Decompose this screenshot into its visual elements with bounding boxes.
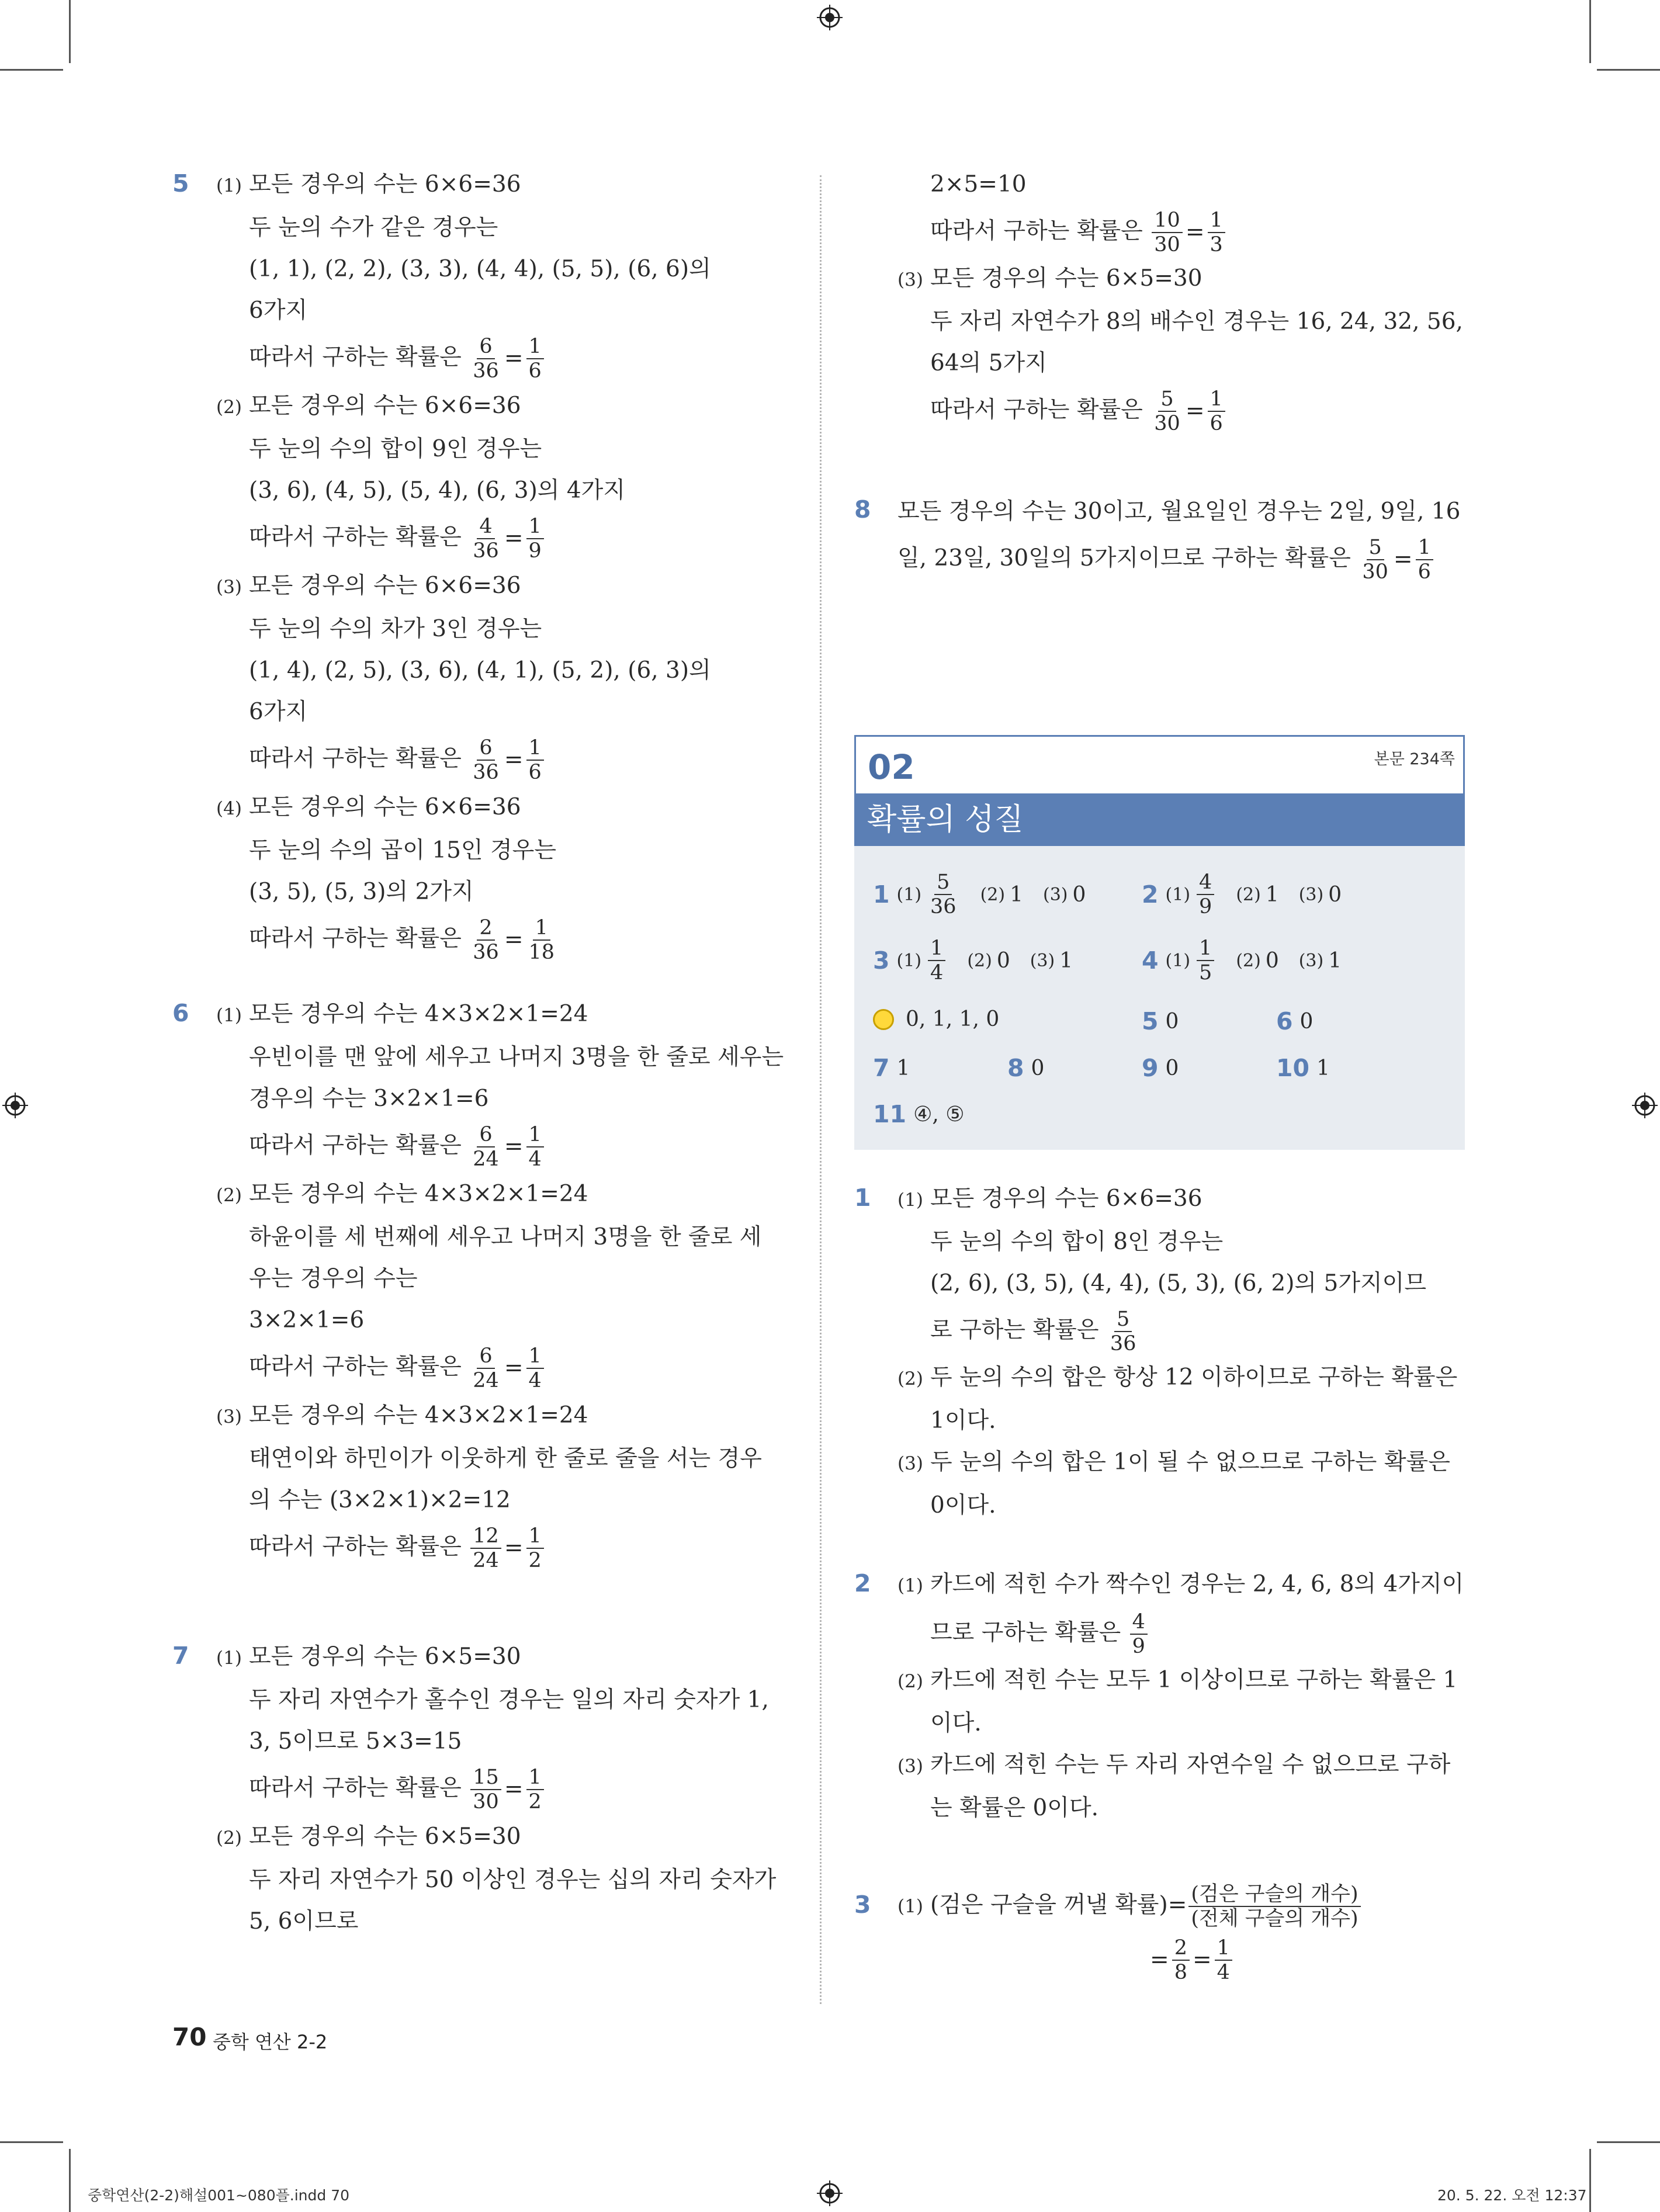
- registration-mark-icon: [817, 2180, 843, 2206]
- fraction: $\frac{10}{30}$: [1152, 209, 1183, 256]
- text-line: 6가지: [249, 297, 308, 324]
- fraction: $\frac{1}{6}$: [1416, 536, 1433, 584]
- text-line: 따라서 구하는 확률은: [930, 397, 1143, 423]
- text-line: (3, 6), (4, 5), (5, 4), (6, 3)의 4가지: [249, 477, 626, 504]
- text-line: 따라서 구하는 확률은: [249, 344, 462, 370]
- fraction: $\frac{12}{24}$: [470, 1524, 501, 1572]
- crop-mark: [0, 2141, 63, 2143]
- answer-8: 8 0: [1007, 1054, 1045, 1082]
- fraction: $\frac{4}{36}$: [473, 515, 499, 563]
- fraction: $\frac{1}{6}$: [1208, 387, 1225, 435]
- sub-label: (1): [216, 1648, 242, 1669]
- sub-label: (3): [897, 269, 923, 290]
- book-title: 중학 연산 2-2: [213, 2031, 328, 2053]
- sub-label: (2): [897, 1671, 923, 1692]
- text-line: (1, 4), (2, 5), (3, 6), (4, 1), (5, 2), (6, 3)의: [249, 657, 711, 684]
- problem-number: 2: [854, 1569, 871, 1597]
- text-line: 6가지: [249, 699, 308, 725]
- sub-label: (2): [216, 1185, 242, 1206]
- fraction: $\frac{4}{9}$: [1197, 871, 1214, 918]
- fraction: $\frac{5}{30}$: [1154, 387, 1180, 435]
- text-line: 모든 경우의 수는 6×6=36: [930, 1185, 1202, 1212]
- text-line: 모든 경우의 수는 4×3×2×1=24: [249, 1181, 588, 1207]
- text-line: 따라서 구하는 확률은: [249, 746, 462, 772]
- text-line: 두 눈의 수의 곱이 15인 경우는: [249, 837, 557, 864]
- crop-mark: [1597, 2141, 1660, 2143]
- text-line: 두 눈의 수의 합은 1이 될 수 없으므로 구하는 확률은: [930, 1449, 1450, 1475]
- fraction: $\frac{1}{3}$: [1208, 209, 1225, 256]
- text-line: (3, 5), (5, 3)의 2가지: [249, 879, 474, 905]
- text-line: 따라서 구하는 확률은: [249, 925, 462, 952]
- solution-q1: [854, 1178, 1468, 1563]
- registration-mark-icon: [817, 5, 843, 30]
- text-line: 카드에 적힌 수는 모두 1 이상이므로 구하는 확률은 1: [930, 1667, 1458, 1693]
- crop-mark: [1589, 2149, 1591, 2212]
- problem-number: 8: [854, 495, 871, 523]
- text-line: 모든 경우의 수는 4×3×2×1=24: [249, 1001, 588, 1027]
- section-header: [854, 735, 1465, 793]
- sub-label: (2): [216, 397, 242, 418]
- sub-label: (1): [897, 1896, 923, 1917]
- crop-mark: [1597, 69, 1660, 71]
- text-line: 3×2×1=6: [249, 1307, 365, 1333]
- fraction: $\frac{1}{4}$: [1215, 1936, 1232, 1984]
- text-line: 따라서 구하는 확률은: [249, 1354, 462, 1380]
- page-number: 70: [172, 2023, 207, 2051]
- problem-number: 7: [172, 1642, 189, 1670]
- text-line: 하윤이를 세 번째에 세우고 나머지 3명을 한 줄로 세: [249, 1224, 762, 1250]
- right-column-lower: [854, 1178, 1468, 1996]
- fraction: $\frac{4}{9}$: [1130, 1610, 1148, 1658]
- answer-box: [854, 735, 1465, 1150]
- text-line: 따라서 구하는 확률은: [249, 1132, 462, 1159]
- problem-number: 5: [172, 169, 189, 197]
- text-line: 따라서 구하는 확률은: [930, 218, 1143, 244]
- fraction: $\frac{6}{36}$: [473, 736, 499, 784]
- text-line: 모든 경우의 수는 6×5=30: [930, 265, 1202, 292]
- section-number: 02: [868, 747, 915, 787]
- column-divider: [820, 175, 822, 2004]
- solution-q3: 3 (1) (검은 구슬을 꺼낼 확률)= $\frac{\text{(검은 구슬의 개수)}}{\text{(전체 구슬의 개수)}}$ = $\frac{2}{8}$ = $\frac{1}{4}$: [854, 1879, 1468, 1996]
- fraction: $\frac{1}{18}$: [528, 916, 555, 964]
- sub-label: (1): [897, 1575, 923, 1596]
- sub-label: (3): [897, 1756, 923, 1777]
- answer-9: 9 0: [1142, 1054, 1179, 1082]
- text-line: 우빈이를 맨 앞에 세우고 나머지 3명을 한 줄로 세우는: [249, 1044, 784, 1070]
- sub-label: (3): [897, 1453, 923, 1474]
- text-line: 모든 경우의 수는 6×6=36: [249, 573, 521, 599]
- solution-5: 5 (1) 모든 경우의 수는 6×6=36 두 눈의 수가 같은 경우는 (1, 1), (2, 2), (3, 3), (4, 4), (5, 5), (6, 6)의 6가지 따라서 구하는 확률은 $\frac{6}{36}$ = $\frac{1}{6}$ (2) 모든 경우의 수는 6×6=36 두 눈의 수의 합이 9인 경우는 (3, 6), (4, 5), (5, 4), (6, 3)의 4가지 따라서 구하는 확률은 $\frac{4}{36}$ = $\frac{1}{9}$ (3) 모든 경우의 수는 6×6=36 두 눈의 수의 차가 3인 경우는 (1, 4), (2, 5), (3, 6), (4, 1), (5, 2), (6, 3)의 6가지 따라서 구하는 확률은 $\frac{6}{36}$ = $\frac{1}{6}$ (4) 모든 경우의 수는 6×6=36 두 눈의 수의 곱이 15인 경우는 (3, 5), (5, 3)의 2가지 따라서 구하는 확률은 $\frac{2}{36}$ = $\frac{1}{18}$: [172, 164, 803, 993]
- fraction: $\frac{1}{2}$: [526, 1524, 544, 1572]
- text-line: 모든 경우의 수는 4×3×2×1=24: [249, 1402, 588, 1429]
- sub-label: (1): [216, 1005, 242, 1026]
- answer-2: 2 (1) $\frac{4}{9}$ (2) 1 (3) 0: [1142, 871, 1342, 918]
- text-line: 따라서 구하는 확률은: [249, 524, 462, 550]
- file-slug: 중학연산(2-2)해설001~080플.indd 70: [88, 2187, 350, 2204]
- answer-1: 1 (1) $\frac{5}{36}$ (2) 1 (3) 0: [873, 871, 1086, 918]
- text-line: 두 자리 자연수가 50 이상인 경우는 십의 자리 숫자가: [249, 1867, 777, 1893]
- solution-q2: [854, 1563, 1468, 1879]
- text-line: (2, 6), (3, 5), (4, 4), (5, 3), (6, 2)의 5가지이므: [930, 1270, 1427, 1296]
- sub-label: (1): [897, 1190, 923, 1211]
- text-line: 3, 5이므로 5×3=15: [249, 1728, 462, 1755]
- fraction: $\frac{5}{36}$: [1110, 1308, 1136, 1355]
- section-title: 확률의 성질: [854, 793, 1465, 846]
- sub-label: (3): [216, 1406, 242, 1427]
- text-line: 경우의 수는 3×2×1=6: [249, 1086, 489, 1112]
- page-reference: 본문 234쪽: [1374, 750, 1455, 768]
- text-line: 0이다.: [930, 1492, 996, 1518]
- text-line: (검은 구슬을 꺼낼 확률)=: [930, 1892, 1187, 1918]
- sub-label: (4): [216, 798, 242, 819]
- text-line: 카드에 적힌 수가 짝수인 경우는 2, 4, 6, 8의 4가지이: [930, 1571, 1464, 1597]
- text-line: 두 자리 자연수가 홀수인 경우는 일의 자리 숫자가 1,: [249, 1687, 769, 1713]
- text-line: 모든 경우의 수는 6×6=36: [249, 794, 521, 820]
- text-line: 로 구하는 확률은: [930, 1317, 1099, 1343]
- fraction: $\frac{6}{24}$: [473, 1344, 499, 1392]
- fraction: $\frac{1}{2}$: [526, 1766, 544, 1814]
- fraction: $\frac{1}{4}$: [526, 1344, 544, 1392]
- text-line: 두 눈의 수의 합은 항상 12 이하이므로 구하는 확률은: [930, 1364, 1458, 1391]
- answer-6: 6 0: [1276, 1007, 1314, 1035]
- answer-4: 4 (1) $\frac{1}{5}$ (2) 0 (3) 1: [1142, 937, 1342, 984]
- fraction: $\frac{1}{4}$: [526, 1123, 544, 1171]
- answer-smiley: 0, 1, 1, 0: [873, 1007, 999, 1031]
- answer-7: 7 1: [873, 1054, 910, 1082]
- crop-mark: [1589, 0, 1591, 63]
- text-line: 우는 경우의 수는: [249, 1266, 418, 1292]
- registration-mark-icon: [1632, 1093, 1658, 1118]
- crop-mark: [69, 2149, 71, 2212]
- text-line: 의 수는 (3×2×1)×2=12: [249, 1487, 511, 1513]
- fraction: $\frac{5}{30}$: [1362, 536, 1388, 584]
- fraction: $\frac{6}{24}$: [473, 1123, 499, 1171]
- sub-label: (2): [216, 1828, 242, 1849]
- text-line: 모든 경우의 수는 6×6=36: [249, 393, 521, 419]
- crop-mark: [0, 69, 63, 71]
- answer-5: 5 0: [1142, 1007, 1179, 1035]
- answer-10: 10 1: [1276, 1054, 1330, 1082]
- text-line: 모든 경우의 수는 6×6=36: [249, 171, 521, 197]
- problem-number: 3: [854, 1891, 871, 1919]
- answer-11: 11 ④, ⑤: [873, 1100, 965, 1128]
- fraction: $\frac{6}{36}$: [473, 335, 499, 383]
- crop-mark: [69, 0, 71, 63]
- fraction: $\frac{1}{4}$: [928, 937, 945, 984]
- fraction: $\frac{15}{30}$: [470, 1766, 501, 1814]
- text-line: 이다.: [930, 1710, 982, 1736]
- text-line: 따라서 구하는 확률은: [249, 1534, 462, 1560]
- text-line: 두 눈의 수가 같은 경우는: [249, 214, 498, 241]
- fraction: $\frac{2}{8}$: [1172, 1936, 1190, 1984]
- text-line: 2×5=10: [930, 171, 1027, 197]
- text-line: 두 자리 자연수가 8의 배수인 경우는 16, 24, 32, 56,: [930, 308, 1463, 335]
- text-line: 모든 경우의 수는 6×5=30: [249, 1644, 521, 1670]
- text-line: 일, 23일, 30일의 5가지이므로 구하는 확률은: [897, 545, 1351, 571]
- solution-7: 7 (1) 모든 경우의 수는 6×5=30 두 자리 자연수가 홀수인 경우는 일의 자리 숫자가 1, 3, 5이므로 5×3=15 따라서 구하는 확률은 $\frac{15}{30}$ = $\frac{1}{2}$ (2) 모든 경우의 수는 6×5=30 두 자리 자연수가 50 이상인 경우는 십의 자리 숫자가 5, 6이므로: [172, 1636, 803, 1963]
- sub-label: (3): [216, 577, 242, 598]
- text-line: 카드에 적힌 수는 두 자리 자연수일 수 없으므로 구하: [930, 1752, 1451, 1778]
- text-line: 모든 경우의 수는 30이고, 월요일인 경우는 2일, 9일, 16: [897, 498, 1461, 525]
- text-line: 두 눈의 수의 합이 8인 경우는: [930, 1229, 1224, 1255]
- smiley-icon: [873, 1009, 894, 1030]
- fraction: $\frac{1}{6}$: [526, 736, 544, 784]
- text-line: 모든 경우의 수는 6×5=30: [249, 1823, 521, 1850]
- text-line: 는 확률은 0이다.: [930, 1795, 1099, 1821]
- problem-number: 1: [854, 1184, 871, 1212]
- text-line: 따라서 구하는 확률은: [249, 1775, 462, 1801]
- fraction: $\frac{1}{6}$: [526, 335, 544, 383]
- solution-6: 6 (1) 모든 경우의 수는 4×3×2×1=24 우빈이를 맨 앞에 세우고 나머지 3명을 한 줄로 세우는 경우의 수는 3×2×1=6 따라서 구하는 확률은 $\frac{6}{24}$ = $\frac{1}{4}$ (2) 모든 경우의 수는 4×3×2×1=24 하윤이를 세 번째에 세우고 나머지 3명을 한 줄로 세 우는 경우의 수는 3×2×1=6 따라서 구하는 확률은 $\frac{6}{24}$ = $\frac{1}{4}$ (3) 모든 경우의 수는 4×3×2×1=24 태연이와 하민이가 이웃하게 한 줄로 줄을 서는 경우 의 수는 (3×2×1)×2=12 따라서 구하는 확률은 $\frac{12}{24}$ = $\frac{1}{2}$: [172, 993, 803, 1636]
- text-line: 64의 5가지: [930, 350, 1047, 376]
- fraction: $\frac{2}{36}$: [473, 916, 499, 964]
- sub-label: (2): [897, 1368, 923, 1389]
- fraction: $\frac{5}{36}$: [930, 871, 957, 918]
- text-line: (1, 1), (2, 2), (3, 3), (4, 4), (5, 5), (6, 6)의: [249, 256, 711, 282]
- sub-label: (1): [216, 175, 242, 196]
- text-line: 1이다.: [930, 1407, 996, 1434]
- text-line: 므로 구하는 확률은: [930, 1620, 1121, 1646]
- text-line: 두 눈의 수의 차가 3인 경우는: [249, 616, 542, 642]
- text-line: 태연이와 하민이가 이웃하게 한 줄로 줄을 서는 경우: [249, 1445, 762, 1472]
- answer-3: 3 (1) $\frac{1}{4}$ (2) 0 (3) 1: [873, 937, 1073, 984]
- text-line: 5, 6이므로: [249, 1908, 359, 1934]
- left-column: [172, 164, 803, 1963]
- date-slug: 20. 5. 22. 오전 12:37: [1437, 2187, 1587, 2204]
- fraction: $\frac{1}{9}$: [526, 515, 544, 563]
- problem-number: 6: [172, 999, 189, 1027]
- fraction: $\frac{\text{(검은 구슬의 개수)}}{\text{(전체 구슬의 개수)}}$: [1188, 1882, 1360, 1930]
- text-line: 두 눈의 수의 합이 9인 경우는: [249, 436, 542, 462]
- registration-mark-icon: [2, 1093, 28, 1118]
- fraction: $\frac{1}{5}$: [1197, 937, 1214, 984]
